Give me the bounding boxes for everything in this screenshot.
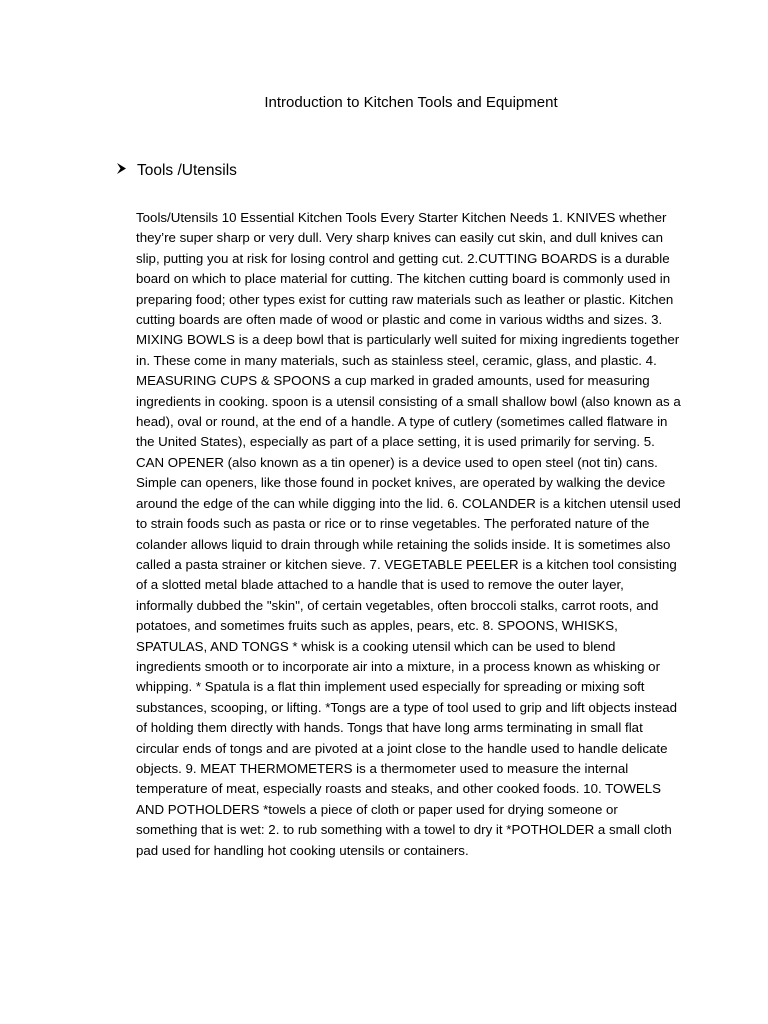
arrow-bullet-icon bbox=[116, 160, 134, 182]
document-title: Introduction to Kitchen Tools and Equipment bbox=[264, 94, 558, 111]
section-paragraph: Tools/Utensils 10 Essential Kitchen Tools Every Starter Kitchen Needs 1. KNIVES whether they’re super sharp or very dull. Very sharp knives can easily cut skin, and dull knives can slip, putting you at risk for losing control and getting cut. 2.CUTTING BOARDS is a durable board on which to place material for cutting. The kitchen cutting board is commonly used in preparing food; other types exist for cutting raw materials such as leather or plastic. Kitchen cutting boards are often made of wood or plastic and come in various widths and sizes. 3. MIXING BOWLS is a deep bowl that is particularly well suited for mixing ingredients together in. These come in many materials, such as stainless steel, ceramic, glass, and plastic. 4. MEASURING CUPS & SPOONS a cup marked in graded amounts, used for measuring ingredients in cooking. spoon is a utensil consisting of a small shallow bowl (also known as a head), oval or round, at the end of a handle. A type of cutlery (sometimes called flatware in the United States), especially as part of a place setting, it is used primarily for serving. 5. CAN OPENER (also known as a tin opener) is a device used to open steel (not tin) cans. Simple can openers, like those found in pocket knives, are operated by walking the device around the edge of the can while digging into the lid. 6. COLANDER is a kitchen utensil used to strain foods such as pasta or rice or to rinse vegetables. The perforated nature of the colander allows liquid to drain through while retaining the solids inside. It is sometimes also called a pasta strainer or kitchen sieve. 7. VEGETABLE PEELER is a kitchen tool consisting of a slotted metal blade attached to a handle that is used to remove the outer layer, informally dubbed the "skin", of certain vegetables, often broccoli stalks, carrot roots, and potatoes, and sometimes fruits such as apples, pears, etc. 8. SPOONS, WHISKS, SPATULAS, AND TONGS * whisk is a cooking utensil which can be used to blend ingredients smooth or to incorporate air into a mixture, in a process known as whisking or whipping. * Spatula is a flat thin implement used especially for spreading or mixing soft substances, scooping, or lifting. *Tongs are a type of tool used to grip and lift objects instead of holding them directly with hands. Tongs that have long arms terminating in small flat circular ends of tongs and are pivoted at a joint close to the handle used to handle delicate objects. 9. MEAT THERMOMETERS is a thermometer used to measure the internal temperature of meat, especially roasts and steaks, and other cooked foods. 10. TOWELS AND POTHOLDERS *towels a piece of cloth or paper used for drying someone or something that is wet: 2. to rub something with a towel to dry it *POTHOLDER a small cloth pad used for handling hot cooking utensils or containers. bbox=[136, 210, 681, 858]
arrow-bullet-icon-glyph bbox=[116, 162, 127, 175]
section-heading bbox=[116, 160, 237, 182]
section-heading-text: Tools /Utensils bbox=[137, 162, 237, 179]
